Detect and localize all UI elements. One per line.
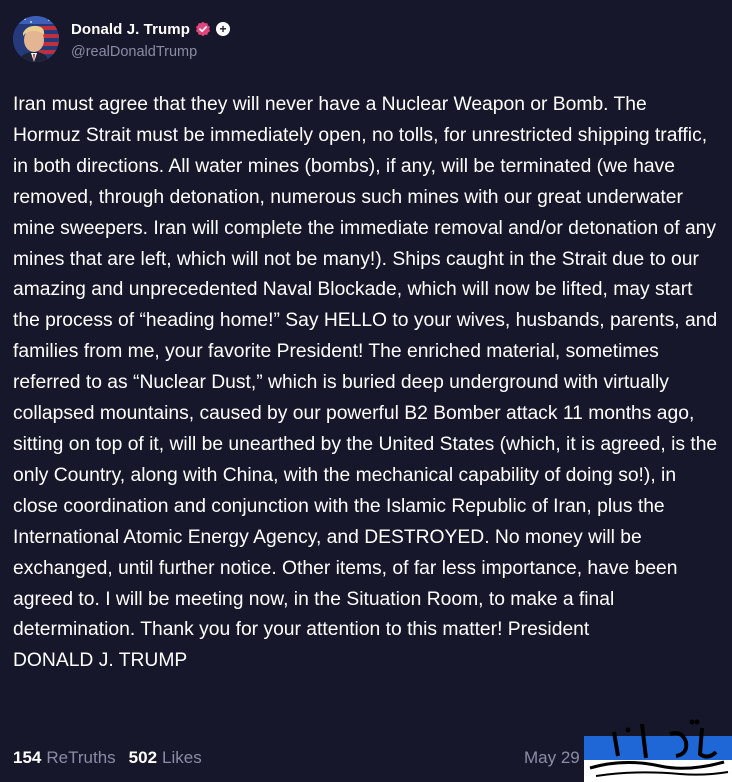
- retruths-stat[interactable]: [13, 748, 116, 768]
- author-names: [71, 18, 230, 60]
- retruths-count: 154: [13, 748, 42, 767]
- avatar-image: [13, 16, 59, 62]
- post-body-text: Iran must agree that they will never have a Nuclear Weapon or Bomb. The Hormuz Strait must be immediately open, no tolls, for unrestricted shipping traffic, in both directions. All water mines (bombs), if any, will be terminated (we have removed, through detonation, numerous such mines with our great underwater mine sweepers. Iran will complete the immediate removal and/or detonation of any mines that are left, which will not be many!). Ships caught in the Strait due to our amazing and unprecedented Naval Blockade, which will now be lifted, may start the process of “heading home!” Say HELLO to your wives, husbands, parents, and families from me, your favorite President! The enriched material, sometimes referred to as “Nuclear Dust,” which is buried deep underground with virtually collapsed mountains, caused by our powerful B2 Bomber attack 11 months ago, sitting on top of it, will be unearthed by the United States (which, it is agreed, is the only Country, along with China, with the mechanical capability of doing so!), in close coordination and conjunction with the Islamic Republic of Iran, plus the International Atomic Energy Agency, and DESTROYED. No money will be exchanged, until further notice. Other items, of far less importance, have been agreed to. I will be meeting now, in the Situation Room, to make a final determination. Thank you for your attention to this matter! President DONALD J. TRUMP: [13, 94, 718, 672]
- verified-badge-icon: [195, 21, 211, 37]
- avatar[interactable]: [13, 16, 59, 62]
- tabnak-watermark-logo: [584, 708, 732, 782]
- name-row: [71, 18, 230, 40]
- post-stats: [13, 745, 202, 771]
- retruths-label: ReTruths: [46, 748, 116, 767]
- plus-icon[interactable]: +: [216, 22, 230, 36]
- display-name[interactable]: Donald J. Trump: [71, 20, 191, 38]
- likes-stat[interactable]: [129, 748, 202, 768]
- post-header: [13, 14, 230, 64]
- post-date[interactable]: May 29: [524, 748, 580, 767]
- username-handle[interactable]: @realDonaldTrump: [71, 44, 198, 60]
- likes-label: Likes: [162, 748, 202, 767]
- likes-count: 502: [128, 748, 158, 767]
